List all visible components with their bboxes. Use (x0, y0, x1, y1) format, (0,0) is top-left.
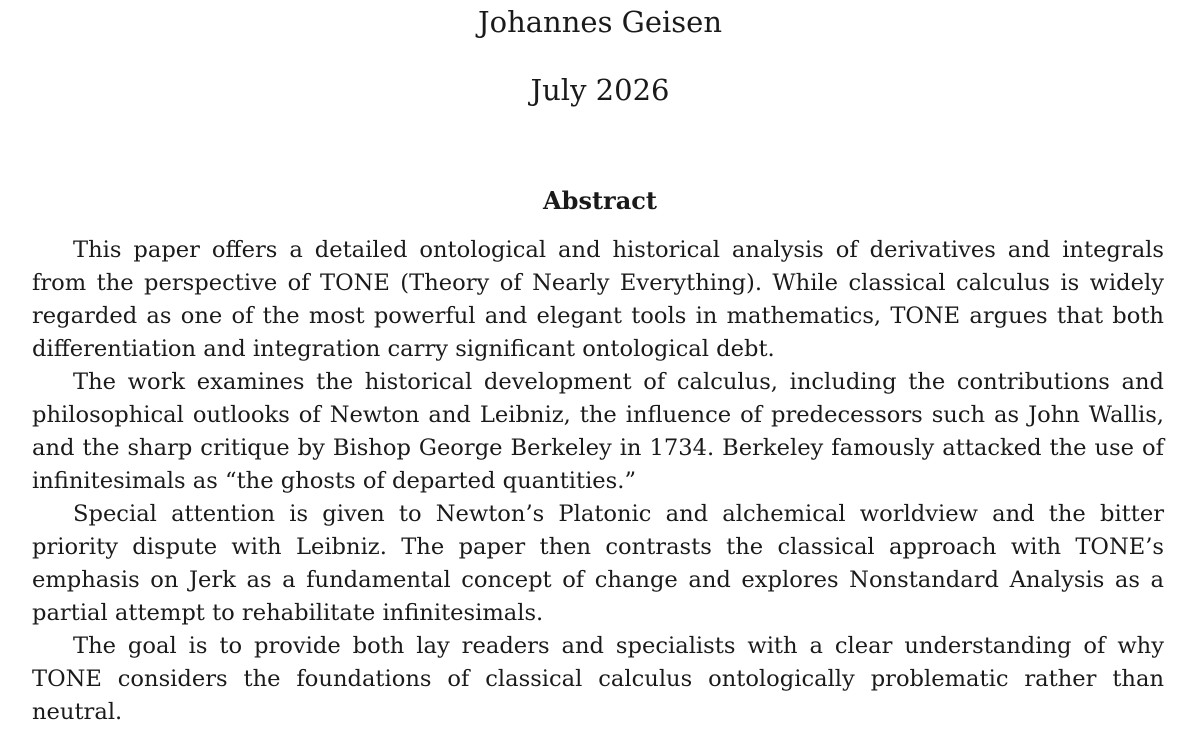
abstract-paragraph: Special attention is given to Newton’s Platonic and alchemical worldview and the bitter priority dispute with Leibniz. The paper then contrasts the classical approach with TONE’s emphasis on Jerk as a fundamental concept of change and explores Nonstandard Analysis as a partial attempt to rehabilitate infinitesimals. (32, 501, 1164, 626)
author-name: Johannes Geisen (478, 5, 722, 39)
abstract-paragraph: The goal is to provide both lay readers and specialists with a clear understanding of why TONE considers the foundations of classical calculus ontologically problematic rather than neutral. (32, 633, 1164, 725)
abstract-body (32, 234, 1164, 729)
abstract-paragraph: The work examines the historical development of calculus, including the contributions and philosophical outlooks of Newton and Leibniz, the influence of predecessors such as John Wallis, and the sharp critique by Bishop George Berkeley in 1734. Berkeley famously attacked the use of infinitesimals as “the ghosts of departed quantities.” (32, 369, 1164, 494)
publication-date: July 2026 (530, 73, 670, 107)
abstract-paragraph: This paper offers a detailed ontological and historical analysis of derivatives and integrals from the perspective of TONE (Theory of Nearly Everything). While classical calculus is widely regarded as one of the most powerful and elegant tools in mathematics, TONE argues that both differentiation and integration carry significant ontological debt. (32, 237, 1164, 362)
abstract-heading: Abstract (543, 186, 657, 215)
